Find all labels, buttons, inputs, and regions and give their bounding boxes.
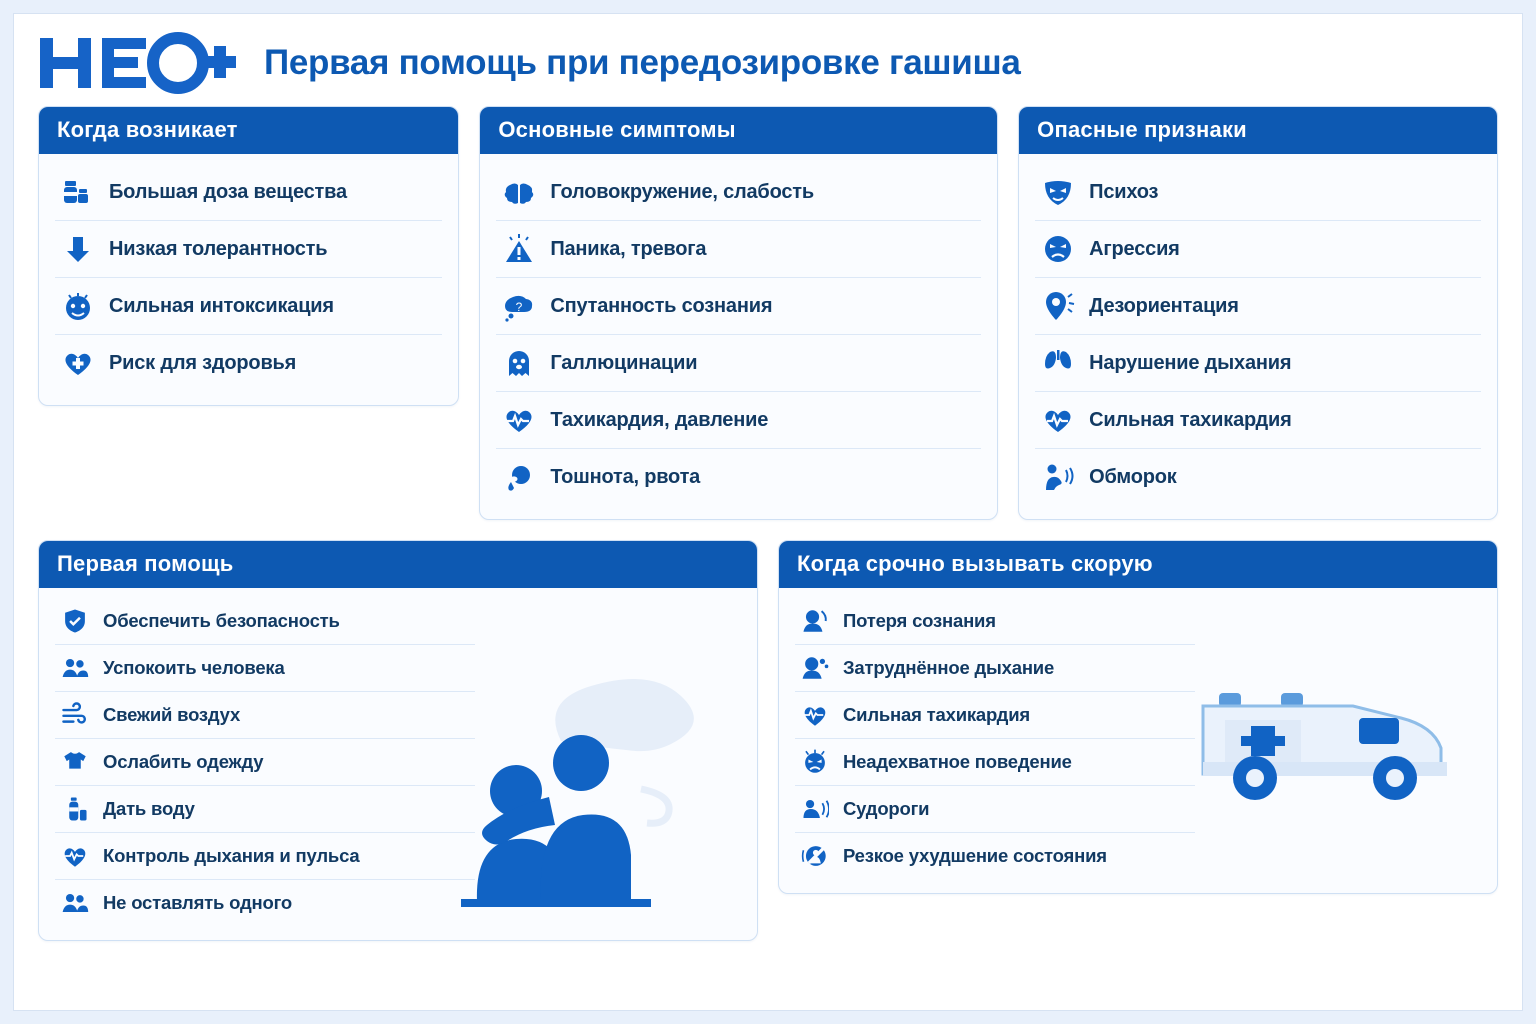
heart-cross-icon — [59, 344, 97, 382]
list-item-label: Галлюцинации — [550, 351, 698, 374]
list-item[interactable] — [795, 739, 1195, 786]
card-ambulance-title: Когда срочно вызывать скорую — [779, 541, 1497, 588]
page-title: Первая помощь при передозировке гашиша — [264, 43, 1021, 82]
list-item[interactable] — [496, 164, 981, 221]
poster-sheet — [14, 14, 1522, 1010]
card-danger-body — [1019, 154, 1497, 519]
list-item[interactable] — [795, 692, 1195, 739]
list-item-label: Психоз — [1089, 180, 1159, 203]
list-item-label: Тахикардия, давление — [550, 408, 769, 431]
list-item-label: Сильная тахикардия — [1089, 408, 1292, 431]
list-item-label: Тошнота, рвота — [550, 465, 701, 488]
thought-question-icon — [500, 287, 538, 325]
two-people-icon — [59, 887, 91, 919]
pin-head-icon — [1039, 287, 1077, 325]
list-item[interactable] — [496, 449, 981, 505]
list-item[interactable] — [55, 880, 475, 926]
card-when-body — [39, 154, 458, 405]
list-item[interactable] — [496, 278, 981, 335]
list-item-label: Дезориентация — [1089, 294, 1239, 317]
card-when-title: Когда возникает — [39, 107, 458, 154]
list-item-label: Спутанность сознания — [550, 294, 773, 317]
list-item-label: Ослабить одежду — [103, 751, 264, 772]
list-item[interactable] — [1035, 392, 1481, 449]
fainting-person-icon — [1039, 458, 1077, 496]
card-symptoms — [479, 106, 998, 520]
list-item-label: Затруднённое дыхание — [843, 657, 1055, 678]
list-item[interactable] — [55, 221, 442, 278]
list-item[interactable] — [1035, 164, 1481, 221]
bottom-row — [38, 540, 1498, 941]
svg-text:?: ? — [515, 300, 523, 314]
list-item-label: Дать воду — [103, 798, 195, 819]
list-item-label: Судороги — [843, 798, 930, 819]
down-arrow-icon — [59, 230, 97, 268]
list-item-label: Свежий воздух — [103, 704, 241, 725]
wind-icon — [59, 699, 91, 731]
list-item-label: Большая доза вещества — [109, 180, 347, 203]
card-symptoms-title: Основные симптомы — [480, 107, 997, 154]
list-item[interactable] — [55, 335, 442, 391]
list-item[interactable] — [1035, 449, 1481, 505]
bottles-icon — [59, 173, 97, 211]
card-symptoms-body — [480, 154, 997, 519]
heart-pulse-icon — [1039, 401, 1077, 439]
list-item[interactable] — [795, 833, 1195, 879]
card-danger-title: Опасные признаки — [1019, 107, 1497, 154]
list-item[interactable] — [496, 221, 981, 278]
list-item-label: Успокоить человека — [103, 657, 285, 678]
list-item[interactable] — [795, 645, 1195, 692]
no-entry-person-icon — [799, 840, 831, 872]
list-item-label: Сильная интоксикация — [109, 294, 334, 317]
warning-triangle-icon — [500, 230, 538, 268]
card-first-aid — [38, 540, 758, 941]
ambulance-illustration — [1189, 638, 1479, 833]
list-item-label: Риск для здоровья — [109, 351, 297, 374]
list-item[interactable] — [55, 786, 475, 833]
list-item[interactable] — [795, 598, 1195, 645]
list-item-label: Потеря сознания — [843, 610, 996, 631]
top-row — [38, 106, 1498, 520]
tshirt-icon — [59, 746, 91, 778]
list-item[interactable] — [55, 278, 442, 335]
list-item-label: Контроль дыхания и пульса — [103, 845, 360, 866]
list-item[interactable] — [55, 598, 475, 645]
ghost-icon — [500, 344, 538, 382]
poster-header — [38, 24, 1498, 102]
unconscious-head-icon — [799, 605, 831, 637]
list-item-label: Низкая толерантность — [109, 237, 328, 260]
list-item[interactable] — [1035, 278, 1481, 335]
dizzy-face-icon — [59, 287, 97, 325]
list-item-label: Паника, тревога — [550, 237, 707, 260]
angry-face-icon — [799, 746, 831, 778]
vomit-icon — [500, 458, 538, 496]
water-bottle-icon — [59, 793, 91, 825]
card-first-aid-body — [39, 588, 491, 940]
list-item[interactable] — [1035, 221, 1481, 278]
heart-pulse-shield-icon — [59, 840, 91, 872]
list-item-label: Резкое ухудшение состояния — [843, 845, 1107, 866]
list-item-label: Агрессия — [1089, 237, 1180, 260]
list-item-label: Неадехватное поведение — [843, 751, 1072, 772]
list-item-label: Не оставлять одного — [103, 892, 292, 913]
list-item[interactable] — [55, 692, 475, 739]
breathing-head-icon — [799, 652, 831, 684]
list-item[interactable] — [55, 164, 442, 221]
list-item[interactable] — [55, 739, 475, 786]
card-ambulance — [778, 540, 1498, 894]
card-first-aid-title: Первая помощь — [39, 541, 757, 588]
list-item[interactable] — [55, 645, 475, 692]
two-people-icon — [59, 652, 91, 684]
brain-icon — [500, 173, 538, 211]
list-item[interactable] — [1035, 335, 1481, 392]
list-item-label: Головокружение, слабость — [550, 180, 814, 203]
angry-mask-icon — [1039, 173, 1077, 211]
brand-logo — [38, 32, 238, 94]
lungs-icon — [1039, 344, 1077, 382]
list-item[interactable] — [795, 786, 1195, 833]
shield-check-icon — [59, 605, 91, 637]
list-item[interactable] — [496, 335, 981, 392]
list-item[interactable] — [496, 392, 981, 449]
card-ambulance-body — [779, 588, 1211, 893]
list-item-label: Нарушение дыхания — [1089, 351, 1292, 374]
list-item[interactable] — [55, 833, 475, 880]
heart-pulse-icon — [500, 401, 538, 439]
heart-pulse-icon — [799, 699, 831, 731]
card-when — [38, 106, 459, 406]
list-item-label: Сильная тахикардия — [843, 704, 1030, 725]
card-danger — [1018, 106, 1498, 520]
list-item-label: Обеспечить безопасность — [103, 610, 340, 631]
seizure-person-icon — [799, 793, 831, 825]
angry-face-icon — [1039, 230, 1077, 268]
list-item-label: Обморок — [1089, 465, 1177, 488]
